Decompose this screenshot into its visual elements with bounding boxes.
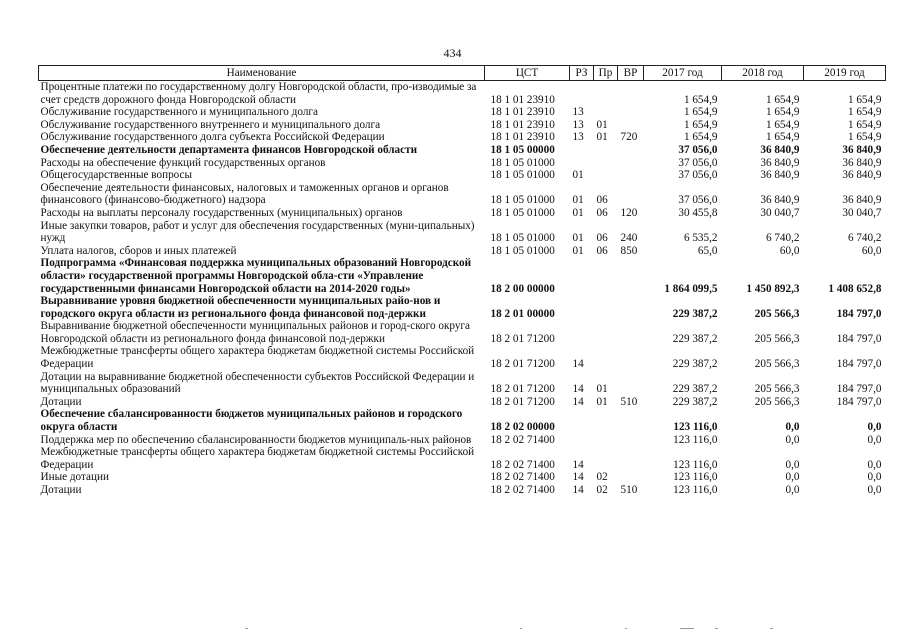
cell-pr: 06 [596,194,608,207]
cell-2019: 0,0 [867,471,882,484]
table-row [39,207,886,220]
scan-artifacts [0,626,905,632]
table-row [39,320,886,345]
cell-rz [570,81,594,107]
cell-cst: 18 2 02 71400 [490,471,555,484]
header-2017: 2017 год [644,66,722,81]
table-row [39,371,886,396]
cell-2018: 0,0 [785,433,800,446]
cell-rz [570,408,594,433]
cell-name: Выравнивание бюджетной обеспеченности муниципальных районов и город-ского округа Новгородской области из регионального фонда финансовой под-держки [40,320,470,345]
cell-cst: 18 1 01 23910 [490,106,555,119]
cell-name: Обслуживание государственного внутреннего и муниципального долга [40,118,381,131]
table-row [39,245,886,258]
table-row [39,220,886,245]
cell-pr [594,157,618,170]
cell-cst: 18 2 01 00000 [490,307,555,320]
cell-pr: 01 [596,131,608,144]
cell-2019: 0,0 [867,458,882,471]
cell-2019: 184 797,0 [836,383,882,396]
cell-2018: 30 040,7 [760,206,800,219]
cell-cst: 18 2 02 71400 [490,458,555,471]
cell-cst: 18 1 05 01000 [490,206,555,219]
cell-2019: 36 840,9 [842,169,882,182]
cell-pr [594,446,618,471]
table-row [39,106,886,119]
cell-2017: 6 535,2 [683,232,718,245]
cell-rz [570,434,594,447]
cell-vr: 510 [620,484,638,496]
cell-2019: 0,0 [867,484,882,496]
cell-2019: 36 840,9 [842,143,882,156]
cell-2018: 1 450 892,3 [746,282,800,295]
scan-mark [625,628,627,629]
cell-cst: 18 1 01 23910 [490,118,555,131]
cell-cst: 18 1 01 23910 [490,131,555,144]
cell-name: Расходы на выплаты персоналу государственных (муниципальных) органов [40,206,403,219]
cell-vr [618,320,644,345]
cell-2018: 1 654,9 [765,118,800,131]
cell-name: Поддержка мер по обеспечению сбалансированности бюджетов муниципаль-ных районов [40,433,472,446]
cell-2019: 36 840,9 [842,194,882,207]
cell-2019: 0,0 [867,421,882,434]
cell-pr [594,257,618,295]
table-row [39,157,886,170]
cell-name: Иные закупки товаров, работ и услуг для обеспечения государственных (муни-ципальных) нужд [40,219,475,245]
cell-2017: 1 654,9 [683,93,718,106]
cell-cst: 18 1 05 01000 [490,244,555,257]
cell-cst: 18 1 05 01000 [490,156,555,169]
cell-pr: 06 [596,206,608,219]
cell-2018: 36 840,9 [760,169,800,182]
cell-2017: 37 056,0 [678,143,718,156]
cell-2019: 1 408 652,8 [828,282,882,295]
cell-vr [618,257,644,295]
page-number: 434 [443,46,462,60]
cell-vr [618,144,644,157]
table-row [39,144,886,157]
cell-2017: 37 056,0 [678,156,718,169]
table-row [39,434,886,447]
cell-2019: 1 654,9 [847,93,882,106]
cell-2019: 184 797,0 [836,358,882,371]
cell-name: Выравнивание уровня бюджетной обеспеченности муниципальных райо-нов и городского округа области из регионального фонда финансовой под-держки [40,295,441,320]
cell-name: Процентные платежи по государственному долгу Новгородской области, про-изводимые за счет средств дорожного фонда Новгородской области [40,81,477,106]
cell-2018: 36 840,9 [760,194,800,207]
cell-2019: 1 654,9 [847,118,882,131]
table-row [39,408,886,433]
table-row [39,119,886,132]
cell-cst: 18 2 02 71400 [490,484,555,496]
cell-pr [594,434,618,447]
cell-2018: 205 566,3 [754,358,800,371]
cell-pr [594,144,618,157]
cell-cst: 18 2 01 71200 [490,395,555,408]
cell-rz: 01 [572,169,584,182]
cell-2018: 205 566,3 [754,307,800,320]
cell-vr: 720 [620,131,638,144]
cell-2018: 6 740,2 [765,232,800,245]
header-2019: 2019 год [804,66,886,81]
cell-name: Общегосударственные вопросы [40,169,193,182]
cell-name: Межбюджетные трансферты общего характера бюджетам бюджетной системы Российской Федерации [40,446,475,471]
cell-vr: 850 [620,244,638,257]
cell-cst: 18 1 05 01000 [490,169,555,182]
table-row [39,471,886,484]
cell-2018: 205 566,3 [754,383,800,396]
cell-cst: 18 1 05 01000 [490,232,555,245]
cell-name: Обеспечение деятельности финансовых, налоговых и таможенных органов и органов финансового (финансово-бюджетного) надзора [40,181,449,207]
cell-pr [594,295,618,320]
cell-2017: 229 387,2 [672,383,718,396]
cell-vr [618,119,644,132]
cell-vr [618,106,644,119]
cell-pr: 02 [596,471,608,484]
cell-vr [618,434,644,447]
cell-pr: 06 [596,244,608,257]
cell-2017: 1 864 099,5 [664,282,718,295]
cell-rz: 14 [572,471,584,484]
cell-pr [594,408,618,433]
cell-cst: 18 1 01 23910 [490,93,555,106]
cell-rz [570,257,594,295]
cell-2017: 65,0 [697,244,718,257]
cell-name: Уплата налогов, сборов и иных платежей [40,244,237,257]
cell-vr: 240 [620,232,638,245]
cell-2019: 1 654,9 [847,106,882,119]
cell-2017: 123 116,0 [673,471,718,484]
cell-vr [618,446,644,471]
cell-2019: 36 840,9 [842,156,882,169]
cell-cst: 18 2 01 71200 [490,383,555,396]
cell-2017: 37 056,0 [678,194,718,207]
cell-2017: 229 387,2 [672,395,718,408]
cell-name: Обслуживание государственного и муниципального долга [40,106,318,119]
cell-2017: 123 116,0 [673,421,718,434]
cell-rz [570,144,594,157]
table-row [39,484,886,497]
cell-name: Обеспечение сбалансированности бюджетов муниципальных районов и городского округа области [40,408,463,434]
cell-rz: 01 [572,194,584,207]
cell-2019: 0,0 [867,433,882,446]
cell-2018: 205 566,3 [754,332,800,345]
cell-rz [570,295,594,320]
cell-name: Дотации [40,484,82,496]
table-row [39,345,886,370]
cell-pr [594,106,618,119]
cell-2018: 0,0 [785,458,800,471]
scan-mark [245,628,248,629]
cell-2017: 1 654,9 [683,118,718,131]
cell-rz: 14 [572,383,584,396]
cell-2018: 205 566,3 [754,395,800,408]
cell-pr: 01 [596,118,608,131]
cell-pr: 01 [596,383,608,396]
table-row [39,295,886,320]
cell-2019: 30 040,7 [842,206,882,219]
cell-2018: 0,0 [785,421,800,434]
cell-2018: 1 654,9 [765,106,800,119]
header-pr: Пр [594,66,618,81]
table-row [39,446,886,471]
header-rz: РЗ [570,66,594,81]
cell-name: Расходы на обеспечение функций государственных органов [40,156,326,169]
cell-2018: 36 840,9 [760,143,800,156]
cell-2018: 60,0 [779,244,800,257]
cell-2017: 1 654,9 [683,106,718,119]
scan-mark [770,628,773,629]
cell-pr [594,345,618,370]
budget-table [38,65,886,497]
cell-cst: 18 2 02 71400 [490,433,555,446]
scan-mark [680,628,694,629]
cell-rz: 14 [572,395,584,408]
cell-vr [618,408,644,433]
cell-name: Дотации на выравнивание бюджетной обеспеченности субъектов Российской Федерации и муниципальных образований [40,370,475,396]
table-row [39,81,886,107]
cell-2018: 0,0 [785,484,800,496]
cell-2017: 229 387,2 [672,358,718,371]
cell-2018: 0,0 [785,471,800,484]
table-row [39,169,886,182]
cell-2018: 1 654,9 [765,131,800,144]
table-body [39,81,886,497]
cell-2019: 6 740,2 [847,232,882,245]
cell-pr [594,320,618,345]
header-2018: 2018 год [722,66,804,81]
cell-cst: 18 2 01 71200 [490,358,555,371]
cell-pr: 02 [596,484,608,496]
cell-rz: 01 [572,244,584,257]
cell-2017: 30 455,8 [678,206,718,219]
cell-name: Обслуживание государственного долга субъекта Российской Федерации [40,131,385,144]
cell-vr: 510 [620,395,638,408]
cell-2017: 229 387,2 [672,307,718,320]
cell-rz: 01 [572,206,584,219]
cell-rz [570,320,594,345]
table-row [39,131,886,144]
cell-pr: 01 [596,395,608,408]
cell-vr [618,81,644,107]
cell-vr [618,371,644,396]
table-row [39,396,886,409]
cell-2018: 36 840,9 [760,156,800,169]
cell-vr [618,182,644,207]
header-vr: ВР [618,66,644,81]
cell-2017: 229 387,2 [672,332,718,345]
cell-vr [618,345,644,370]
cell-rz: 14 [572,358,584,371]
cell-2017: 1 654,9 [683,131,718,144]
cell-rz: 14 [572,458,584,471]
cell-name: Дотации [40,395,82,408]
cell-2019: 60,0 [861,244,882,257]
header-name: Наименование [39,66,485,81]
cell-pr [594,81,618,107]
cell-rz: 01 [572,232,584,245]
table-row [39,257,886,295]
cell-rz: 13 [572,118,584,131]
cell-2019: 184 797,0 [836,332,882,345]
cell-vr [618,157,644,170]
cell-name: Иные дотации [40,471,109,484]
cell-2017: 123 116,0 [673,458,718,471]
cell-vr [618,169,644,182]
cell-vr: 120 [620,206,638,219]
scan-mark [715,628,718,629]
cell-vr [618,295,644,320]
cell-cst: 18 2 01 71200 [490,332,555,345]
cell-name: Межбюджетные трансферты общего характера бюджетам бюджетной системы Российской Федерации [40,345,475,371]
cell-2019: 184 797,0 [836,395,882,408]
cell-rz: 13 [572,106,584,119]
cell-2019: 184 797,0 [836,307,882,320]
cell-2018: 1 654,9 [765,93,800,106]
cell-2019: 1 654,9 [847,131,882,144]
cell-2017: 123 116,0 [673,484,718,496]
cell-rz: 14 [572,484,584,496]
cell-cst: 18 1 05 00000 [490,143,555,156]
cell-2017: 37 056,0 [678,169,718,182]
cell-cst: 18 2 02 00000 [490,421,555,434]
header-cst: ЦСТ [485,66,570,81]
cell-cst: 18 1 05 01000 [490,194,555,207]
cell-name: Обеспечение деятельности департамента финансов Новгородской области [40,143,418,156]
scan-mark [520,628,522,629]
cell-cst: 18 2 00 00000 [490,282,555,295]
cell-pr [594,169,618,182]
cell-pr: 06 [596,232,608,245]
cell-2017: 123 116,0 [673,433,718,446]
table-header-row [39,66,886,81]
cell-rz: 13 [572,131,584,144]
cell-rz [570,157,594,170]
cell-name: Подпрограмма «Финансовая поддержка муниципальных образований Новгородской области» государственной программы Новгородской обла-сти «Управление государственными финансами Новгородской области на 2014-2020 годы» [40,257,472,295]
table-row [39,182,886,207]
cell-vr [618,471,644,484]
